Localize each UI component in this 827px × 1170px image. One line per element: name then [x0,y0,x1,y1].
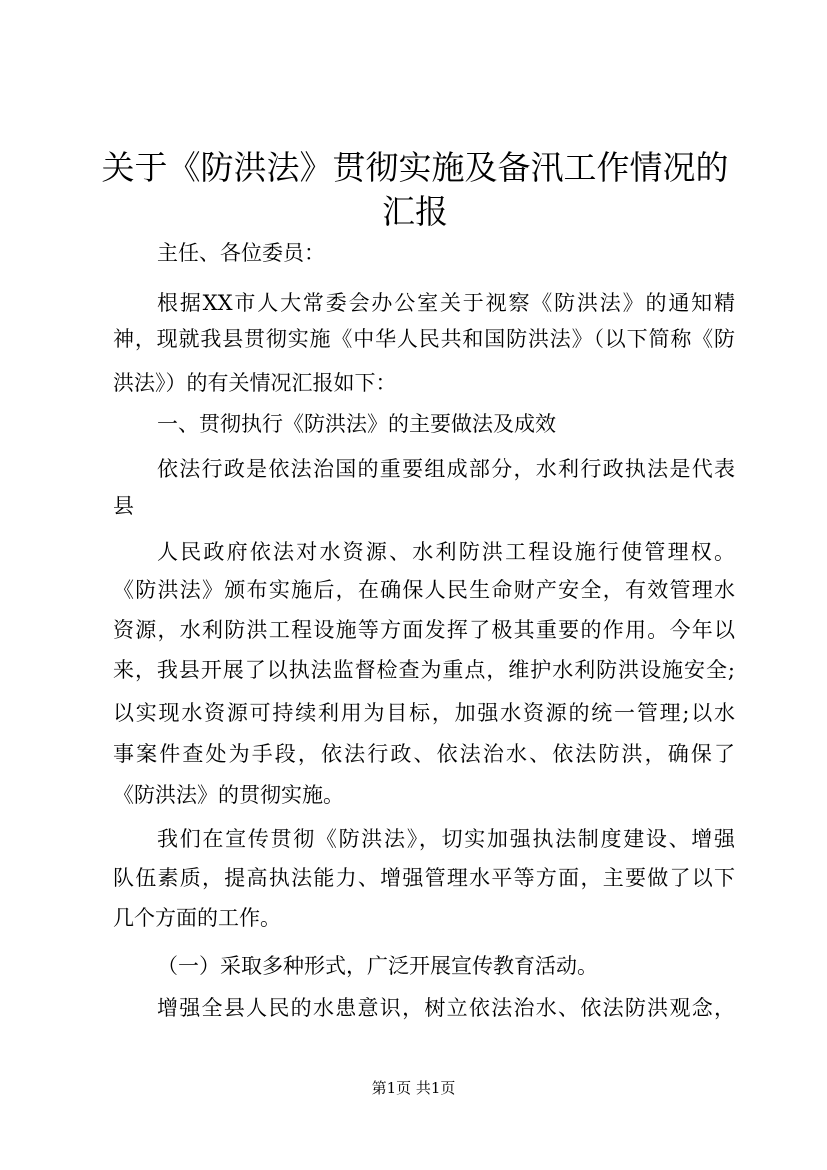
body-line: 资源，水利防洪工程设施等方面发挥了极其重要的作用。今年以 [113,618,735,642]
body-line: 洪法》）的有关情况汇报如下： [113,371,397,395]
body-line: 人民政府依法对水资源、水利防洪工程设施行使管理权。 [157,540,735,564]
body-line: 事案件查处为手段，依法行政、依法治水、依法防洪，确保了 [113,742,735,766]
body-line: 县 [113,494,134,518]
body-line: 《防洪法》的贯彻实施。 [113,783,344,807]
document-title: 关于《防洪法》贯彻实施及备汛工作情况的汇报 [101,148,729,231]
subsection-heading: （一）采取多种形式，广泛开展宣传教育活动。 [157,954,598,978]
body-line: 增强全县人民的水患意识，树立依法治水、依法防洪观念， [157,996,735,1020]
section-heading: 一、贯彻执行《防洪法》的主要做法及成效 [157,412,556,436]
body-line: 依法行政是依法治国的重要组成部分，水利行政执法是代表 [157,457,735,481]
body-line: 以实现水资源可持续利用为目标，加强水资源的统一管理;以水 [113,701,735,725]
body-line: 《防洪法》颁布实施后，在确保人民生命财产安全，有效管理水 [113,578,735,602]
page-number: 第1页 共1页 [371,1079,456,1097]
body-line: 我们在宣传贯彻《防洪法》，切实加强执法制度建设、增强 [157,827,735,851]
body-line: 根据XX市人大常委会办公室关于视察《防洪法》的通知精 [157,291,735,315]
body-line: 队伍素质，提高执法能力、增强管理水平等方面，主要做了以下 [113,866,735,890]
body-line: 几个方面的工作。 [113,906,281,930]
salutation-line: 主任、各位委员： [157,241,325,265]
body-line: 神，现就我县贯彻实施《中华人民共和国防洪法》（以下简称《防 [113,327,735,351]
body-line: 来，我县开展了以执法监督检查为重点，维护水利防洪设施安全; [113,658,735,682]
